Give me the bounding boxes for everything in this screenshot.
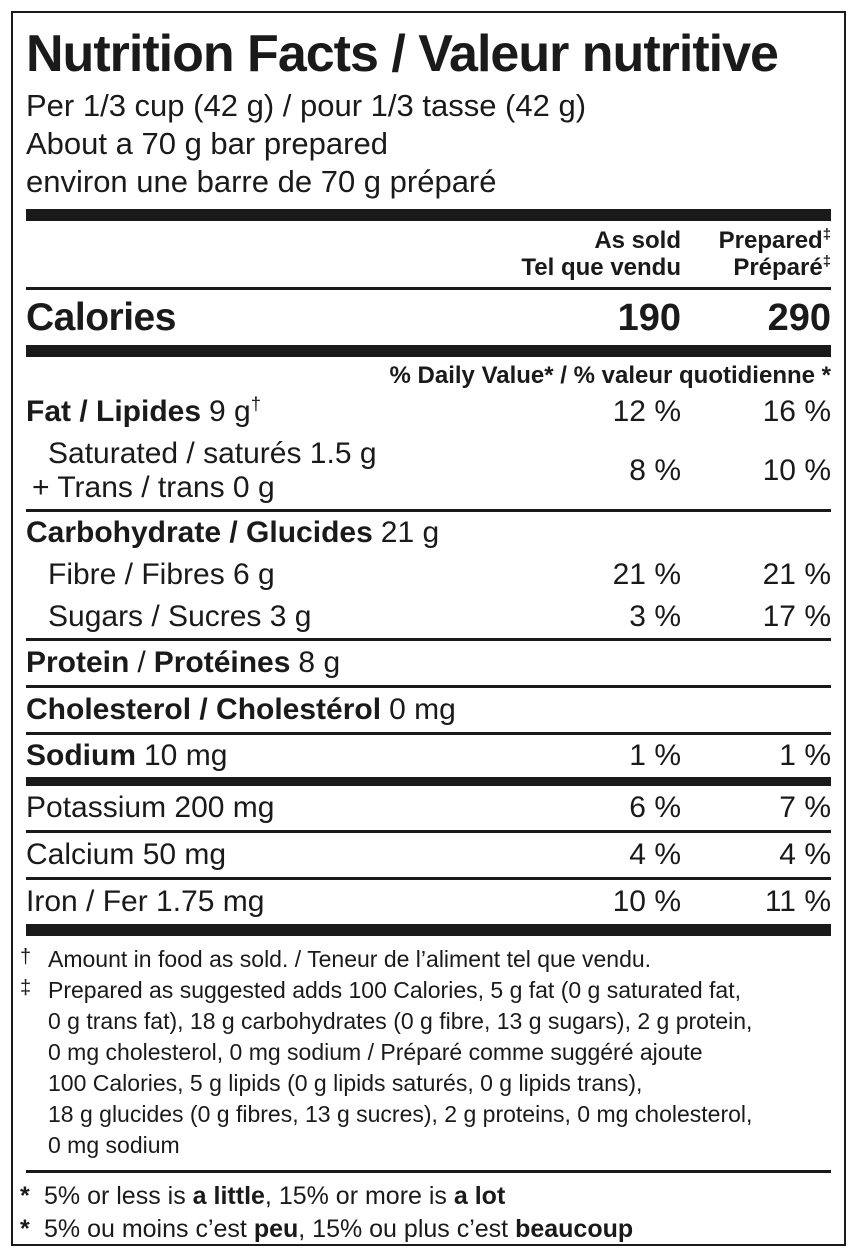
fibre-as-sold: 21 %: [612, 558, 681, 591]
serving-prepared-fr: environ une barre de 70 g préparé: [26, 164, 497, 199]
asterisk-symbol: *: [20, 1215, 30, 1243]
footnote-line: 0 mg cholesterol, 0 mg sodium / Préparé comme suggéré ajoute: [48, 1039, 703, 1065]
protein-label: Protein / Protéines 8 g: [26, 646, 341, 679]
footnote-dagger: [20, 944, 831, 975]
calories-label: Calories: [26, 296, 176, 339]
protein-row: [26, 641, 831, 685]
footnote-line: 100 Calories, 5 g lipids (0 g lipids saturés, 0 g lipids trans),: [48, 1070, 643, 1096]
fat-prepared: 16 %: [762, 395, 831, 428]
column-header-as-sold: [511, 227, 681, 281]
fibre-label: Fibre / Fibres 6 g: [48, 558, 275, 591]
dagger-sup: †: [250, 393, 262, 414]
footnote-dagger-text: Amount in food as sold. / Teneur de l’aliment tel que vendu.: [48, 946, 652, 972]
fat-row: [26, 391, 831, 433]
trans-line: + Trans / trans 0 g: [32, 471, 275, 504]
sodium-row: [26, 735, 831, 777]
iron-as-sold: 10 %: [612, 885, 681, 918]
calcium-row: [26, 833, 831, 877]
serving-prepared-en: About a 70 g bar prepared: [26, 126, 388, 161]
double-dagger-symbol: ‡: [20, 977, 32, 999]
dagger-symbol: †: [20, 946, 32, 968]
sugars-row: [26, 596, 831, 638]
legend-en: [20, 1180, 831, 1213]
protein-separator: /: [137, 646, 146, 679]
carbohydrate-row: [26, 512, 831, 554]
column-headers: [26, 221, 831, 287]
daily-value-header: % Daily Value* / % valeur quotidienne *: [389, 362, 831, 389]
calories-prepared: 290: [767, 297, 831, 339]
iron-prepared: 11 %: [764, 885, 831, 918]
footnotes: [20, 944, 831, 1161]
potassium-prepared: 7 %: [779, 791, 831, 824]
cholesterol-label: Cholesterol / Cholestérol 0 mg: [26, 693, 456, 726]
double-dagger-sup: ‡: [822, 254, 831, 270]
footnote-line: 0 g trans fat), 18 g carbohydrates (0 g fibre, 13 g sugars), 2 g protein,: [48, 1008, 753, 1034]
fibre-row: [26, 554, 831, 596]
calcium-as-sold: 4 %: [629, 838, 681, 871]
saturated-line: Saturated / saturés 1.5 g: [48, 437, 377, 470]
divider-thick-calories: [26, 345, 831, 357]
footnote-line: 0 mg sodium: [48, 1132, 180, 1158]
sodium-as-sold: 1 %: [629, 739, 681, 772]
iron-row: [26, 880, 831, 924]
label-title: Nutrition Facts / Valeur nutritive: [26, 25, 778, 83]
sugars-prepared: 17 %: [762, 600, 831, 633]
fibre-prepared: 21 %: [762, 558, 831, 591]
footnote-double-dagger: [20, 975, 831, 1161]
calcium-label: Calcium 50 mg: [26, 838, 227, 871]
fat-as-sold: 12 %: [612, 395, 681, 428]
double-dagger-sup: ‡: [822, 227, 831, 243]
iron-label: Iron / Fer 1.75 mg: [26, 885, 265, 918]
calories-row: [26, 290, 831, 345]
sodium-label: Sodium 10 mg: [26, 739, 228, 772]
calcium-prepared: 4 %: [779, 838, 831, 871]
as-sold-en: As sold: [594, 227, 681, 254]
saturated-trans-as-sold: 8 %: [629, 454, 681, 487]
saturated-trans-label: [26, 437, 511, 505]
saturated-trans-prepared: 10 %: [762, 454, 831, 487]
sodium-prepared: 1 %: [779, 739, 831, 772]
carbohydrate-label: Carbohydrate / Glucides 21 g: [26, 516, 440, 549]
prepared-en: Prepared‡: [718, 227, 831, 254]
legend-fr-text: 5% ou moins c’est peu, 15% ou plus c’est beaucoup: [44, 1215, 634, 1243]
nutrition-facts-label: [11, 11, 846, 1246]
potassium-label: Potassium 200 mg: [26, 791, 275, 824]
cholesterol-row: [26, 688, 831, 732]
divider-thin-legend: [26, 1170, 831, 1173]
footnote-line: Prepared as suggested adds 100 Calories, 5 g fat (0 g saturated fat,: [48, 977, 741, 1003]
divider-medium: [26, 777, 831, 786]
sugars-label: Sugars / Sucres 3 g: [48, 600, 312, 633]
divider-thick-bottom: [26, 924, 831, 936]
potassium-row: [26, 786, 831, 830]
prepared-fr: Préparé‡: [733, 254, 831, 281]
column-header-prepared: [681, 227, 831, 281]
fat-label: Fat / Lipides 9 g†: [26, 393, 262, 428]
divider-thick-top: [26, 209, 831, 221]
legend-fr: [20, 1213, 831, 1246]
footnote-line: 18 g glucides (0 g fibres, 13 g sucres), 2 g proteins, 0 mg cholesterol,: [48, 1101, 753, 1127]
saturated-trans-row: [26, 433, 831, 509]
as-sold-fr: Tel que vendu: [521, 254, 681, 281]
footnote-double-dagger-text: [48, 975, 831, 1161]
potassium-as-sold: 6 %: [629, 791, 681, 824]
calories-as-sold: 190: [617, 297, 681, 339]
serving-size-line: Per 1/3 cup (42 g) / pour 1/3 tasse (42 g): [26, 88, 587, 123]
sugars-as-sold: 3 %: [629, 600, 681, 633]
asterisk-symbol: *: [20, 1182, 30, 1210]
legend-en-text: 5% or less is a little, 15% or more is a lot: [44, 1182, 506, 1210]
serving-info: [26, 87, 831, 201]
